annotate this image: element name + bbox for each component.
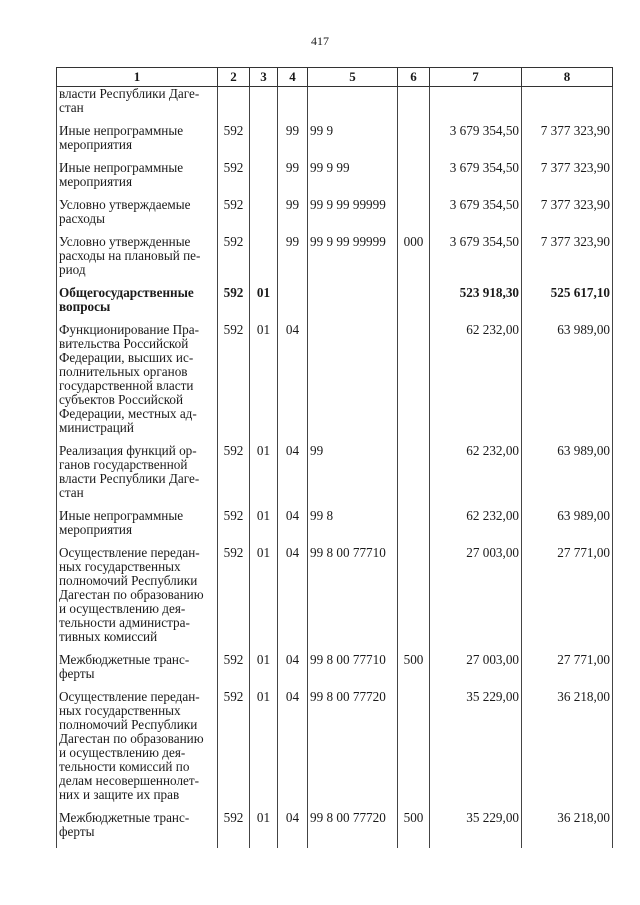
spacer-cell [398,189,430,198]
cell-amount-year-2: 63 989,00 [522,444,613,500]
cell-section-code: 01 [250,811,278,839]
spacer-cell [398,314,430,323]
item-name-line: полномочий Республики [59,573,198,588]
cell-section-code: 01 [250,509,278,537]
item-name-line: Федерации, высших ис- [59,350,194,365]
cell-amount-year-2: 27 771,00 [522,546,613,644]
cell-ministry-code: 592 [218,509,250,537]
item-name-line: Реализация функций ор- [59,443,197,458]
table-row [57,124,613,152]
item-name-line: мероприятия [59,522,133,537]
table-row [57,653,613,681]
item-name-line: власти Республики Даге- [59,471,200,486]
cell-item-name [57,161,218,189]
cell-amount-year-2: 525 617,10 [522,286,613,314]
item-name-line: стан [59,485,84,500]
cell-ministry-code: 592 [218,286,250,314]
cell-subsection-code: 04 [278,811,308,839]
cell-ministry-code: 592 [218,444,250,500]
cell-ministry-code: 592 [218,690,250,802]
column-header-8: 8 [522,68,613,87]
cell-target-article [308,286,398,314]
cell-item-name [57,509,218,537]
spacer-cell [278,277,308,286]
item-name-line: Осуществление передан- [59,689,200,704]
cell-item-name [57,690,218,802]
item-name-line: субъектов Российской [59,392,184,407]
cell-section-code [250,161,278,189]
item-name-line: делам несовершеннолет- [59,773,200,788]
cell-target-article: 99 8 00 77710 [308,653,398,681]
spacer-cell [308,314,398,323]
column-header-3: 3 [250,68,278,87]
cell-amount-year-1: 523 918,30 [430,286,522,314]
cell-amount-year-2: 27 771,00 [522,653,613,681]
cell-item-name [57,87,218,116]
cell-expense-type [398,286,430,314]
spacer-cell [398,435,430,444]
cell-ministry-code: 592 [218,546,250,644]
cell-subsection-code: 99 [278,161,308,189]
table-row [57,161,613,189]
cell-subsection-code: 04 [278,690,308,802]
table-row [57,286,613,314]
item-name-line: Иные непрограммные [59,508,184,523]
cell-target-article: 99 8 00 77710 [308,546,398,644]
spacer-cell [430,839,522,848]
cell-amount-year-1: 3 679 354,50 [430,235,522,277]
item-name-line: полнительных органов [59,364,188,379]
cell-ministry-code [218,87,250,116]
item-name-line: стан [59,100,84,115]
cell-amount-year-1: 27 003,00 [430,546,522,644]
cell-amount-year-2: 36 218,00 [522,811,613,839]
spacer-cell [398,537,430,546]
cell-ministry-code: 592 [218,198,250,226]
cell-expense-type [398,444,430,500]
cell-expense-type: 000 [398,235,430,277]
spacer-cell [57,839,218,848]
cell-target-article [308,323,398,435]
cell-item-name [57,811,218,839]
cell-target-article: 99 9 [308,124,398,152]
cell-section-code: 01 [250,286,278,314]
cell-amount-year-1: 3 679 354,50 [430,124,522,152]
spacer-cell [250,839,278,848]
cell-amount-year-2: 7 377 323,90 [522,161,613,189]
cell-subsection-code: 99 [278,235,308,277]
cell-amount-year-2: 7 377 323,90 [522,235,613,277]
item-name-line: расходы на плановый пе- [59,248,201,263]
cell-expense-type: 500 [398,653,430,681]
item-name-line: Межбюджетные транс- [59,652,190,667]
cell-item-name [57,546,218,644]
cell-section-code [250,124,278,152]
cell-expense-type [398,509,430,537]
cell-amount-year-2: 63 989,00 [522,323,613,435]
item-name-line: государственной власти [59,378,194,393]
item-name-line: ных государственных [59,703,181,718]
item-name-line: ганов государственной [59,457,188,472]
item-name-line: Условно утверждаемые [59,197,191,212]
cell-section-code: 01 [250,323,278,435]
cell-amount-year-1: 35 229,00 [430,811,522,839]
cell-target-article: 99 9 99 99999 [308,198,398,226]
item-name-line: Иные непрограммные [59,160,184,175]
spacer-cell [398,681,430,690]
cell-section-code [250,198,278,226]
table-row [57,690,613,802]
cell-expense-type [398,87,430,116]
cell-item-name [57,444,218,500]
item-name-line: и осуществлению дея- [59,745,186,760]
item-name-line: вопросы [59,299,111,314]
cell-subsection-code [278,87,308,116]
column-header-5: 5 [308,68,398,87]
column-header-6: 6 [398,68,430,87]
spacer-cell [308,277,398,286]
item-name-line: них и защите их прав [59,787,180,802]
cell-subsection-code: 04 [278,546,308,644]
cell-subsection-code: 04 [278,323,308,435]
cell-item-name [57,235,218,277]
table-body [57,87,613,849]
spacer-cell [250,226,278,235]
cell-section-code: 01 [250,546,278,644]
column-header-2: 2 [218,68,250,87]
spacer-cell [398,839,430,848]
cell-expense-type [398,161,430,189]
item-name-line: власти Республики Даге- [59,86,200,101]
spacer-cell [218,839,250,848]
item-name-line: Функционирование Пра- [59,322,200,337]
item-name-line: мероприятия [59,174,133,189]
budget-table [56,67,613,848]
cell-section-code: 01 [250,444,278,500]
item-name-line: ферты [59,666,95,681]
cell-amount-year-1: 27 003,00 [430,653,522,681]
cell-amount-year-1: 35 229,00 [430,690,522,802]
item-name-line: Иные непрограммные [59,123,184,138]
cell-target-article: 99 9 99 99999 [308,235,398,277]
item-name-line: риод [59,262,86,277]
cell-target-article: 99 8 00 77720 [308,811,398,839]
cell-subsection-code: 04 [278,653,308,681]
cell-target-article: 99 8 00 77720 [308,690,398,802]
cell-subsection-code: 04 [278,509,308,537]
cell-ministry-code: 592 [218,653,250,681]
cell-item-name [57,198,218,226]
item-name-line: Межбюджетные транс- [59,810,190,825]
cell-expense-type [398,198,430,226]
cell-amount-year-1 [430,87,522,116]
cell-ministry-code: 592 [218,323,250,435]
spacer-cell [250,189,278,198]
item-name-line: и осуществлению дея- [59,601,186,616]
cell-subsection-code: 99 [278,198,308,226]
table-row [57,198,613,226]
table-row [57,509,613,537]
item-name-line: министраций [59,420,134,435]
spacer-cell [398,152,430,161]
cell-ministry-code: 592 [218,124,250,152]
cell-item-name [57,323,218,435]
item-name-line: тельности администра- [59,615,190,630]
table-row [57,546,613,644]
table-row [57,811,613,839]
spacer-cell [308,839,398,848]
item-name-line: тивных комиссий [59,629,158,644]
item-name-line: Осуществление передан- [59,545,200,560]
cell-amount-year-1: 62 232,00 [430,444,522,500]
column-header-7: 7 [430,68,522,87]
table-row [57,323,613,435]
cell-section-code: 01 [250,690,278,802]
item-name-line: мероприятия [59,137,133,152]
cell-expense-type [398,124,430,152]
spacer-cell [250,152,278,161]
cell-item-name [57,124,218,152]
cell-amount-year-1: 62 232,00 [430,323,522,435]
spacer-cell [398,277,430,286]
row-spacer [57,839,613,848]
cell-section-code [250,87,278,116]
cell-target-article [308,87,398,116]
cell-target-article: 99 [308,444,398,500]
item-name-line: Дагестан по образованию [59,731,204,746]
cell-section-code: 01 [250,653,278,681]
cell-target-article: 99 8 [308,509,398,537]
cell-subsection-code: 99 [278,124,308,152]
item-name-line: Условно утвержденные [59,234,191,249]
cell-ministry-code: 592 [218,161,250,189]
column-header-4: 4 [278,68,308,87]
cell-amount-year-2: 63 989,00 [522,509,613,537]
item-name-line: Общегосударственные [59,285,194,300]
item-name-line: Дагестан по образованию [59,587,204,602]
table-row [57,87,613,116]
cell-expense-type [398,546,430,644]
cell-ministry-code: 592 [218,235,250,277]
table-row [57,235,613,277]
item-name-line: Федерации, местных ад- [59,406,197,421]
spacer-cell [522,839,613,848]
cell-expense-type: 500 [398,811,430,839]
item-name-line: тельности комиссий по [59,759,190,774]
cell-amount-year-2 [522,87,613,116]
cell-target-article: 99 9 99 [308,161,398,189]
cell-amount-year-1: 3 679 354,50 [430,161,522,189]
item-name-line: расходы [59,211,106,226]
cell-amount-year-2: 7 377 323,90 [522,198,613,226]
cell-ministry-code: 592 [218,811,250,839]
column-header-1: 1 [57,68,218,87]
cell-amount-year-1: 62 232,00 [430,509,522,537]
cell-expense-type [398,323,430,435]
cell-item-name [57,286,218,314]
spacer-cell [398,500,430,509]
item-name-line: ных государственных [59,559,181,574]
page-number: 417 [311,34,329,48]
table-header-row [57,68,613,87]
cell-expense-type [398,690,430,802]
spacer-cell [398,115,430,124]
item-name-line: вительства Российской [59,336,189,351]
cell-amount-year-1: 3 679 354,50 [430,198,522,226]
spacer-cell [250,115,278,124]
cell-amount-year-2: 7 377 323,90 [522,124,613,152]
cell-section-code [250,235,278,277]
table-row [57,444,613,500]
cell-item-name [57,653,218,681]
item-name-line: ферты [59,824,95,839]
cell-subsection-code: 04 [278,444,308,500]
cell-amount-year-2: 36 218,00 [522,690,613,802]
item-name-line: полномочий Республики [59,717,198,732]
spacer-cell [278,839,308,848]
cell-subsection-code [278,286,308,314]
